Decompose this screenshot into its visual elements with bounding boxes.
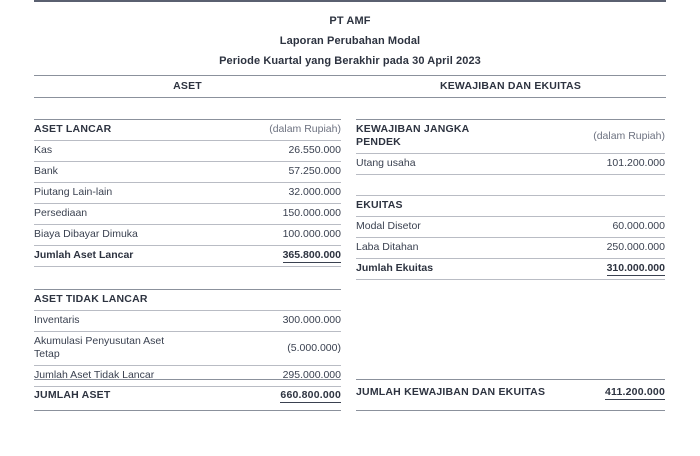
row-amount: 26.550.000: [188, 141, 342, 162]
current-liabilities-heading: KEWAJIBAN JANGKA PENDEK: [356, 120, 511, 154]
equity-total-label: Jumlah Ekuitas: [356, 259, 511, 280]
assets-section-spacer: [34, 267, 341, 289]
statement-body: [34, 119, 666, 387]
company-name: PT AMF: [329, 15, 371, 27]
current-assets-table: [34, 119, 341, 267]
total-liabilities-equity-amount: 411.200.000: [604, 386, 665, 398]
equity-heading: EKUITAS: [356, 196, 665, 217]
table-row: [356, 238, 665, 259]
row-amount: 60.000.000: [511, 217, 666, 238]
row-amount: 100.000.000: [188, 225, 342, 246]
total-assets-label: JUMLAH ASET: [34, 389, 111, 401]
total-liabilities-equity-label: JUMLAH KEWAJIBAN DAN EKUITAS: [356, 386, 546, 398]
assets-column: [34, 119, 341, 387]
table-row: [34, 225, 341, 246]
table-row: [34, 162, 341, 183]
statement-period: Periode Kuartal yang Berakhir pada 30 April 2023: [219, 55, 481, 67]
current-liabilities-table: [356, 119, 665, 280]
row-label: Biaya Dibayar Dimuka: [34, 225, 188, 246]
total-liabilities-equity-block: [356, 379, 665, 411]
row-amount: (5.000.000): [188, 332, 342, 366]
current-assets-currency-note: (dalam Rupiah): [188, 120, 342, 141]
table-row: [34, 311, 341, 332]
row-label: Utang usaha: [356, 154, 511, 175]
table-row: [356, 217, 665, 238]
total-assets-block: [34, 379, 341, 411]
current-assets-total-row: [34, 246, 341, 267]
row-amount: 250.000.000: [511, 238, 666, 259]
row-label: Persediaan: [34, 204, 188, 225]
liabilities-equity-column: [356, 119, 665, 387]
column-headers-row: [34, 76, 666, 98]
row-amount: 101.200.000: [511, 154, 666, 175]
liabilities-equity-spacer-row: [356, 175, 665, 196]
row-label: Laba Ditahan: [356, 238, 511, 259]
row-amount: 57.250.000: [188, 162, 342, 183]
table-row: [34, 204, 341, 225]
column-header-liabilities-equity: KEWAJIBAN DAN EKUITAS: [439, 80, 582, 92]
noncurrent-assets-heading: ASET TIDAK LANCAR: [34, 290, 341, 311]
current-assets-heading: ASET LANCAR: [34, 120, 188, 141]
row-amount: 295.000.000: [188, 366, 342, 387]
row-label: Piutang Lain-lain: [34, 183, 188, 204]
statement-header: [34, 0, 666, 76]
current-assets-heading-row: [34, 120, 341, 141]
current-liabilities-heading-row: [356, 120, 665, 154]
equity-total-row: [356, 259, 665, 280]
equity-heading-row: [356, 196, 665, 217]
equity-total-amount: 310.000.000: [511, 259, 666, 280]
row-label: Inventaris: [34, 311, 188, 332]
statement-title: Laporan Perubahan Modal: [279, 35, 421, 47]
row-label: Akumulasi Penyusutan Aset Tetap: [34, 332, 188, 366]
column-header-assets: ASET: [173, 80, 202, 92]
table-row: [34, 332, 341, 366]
table-row: [34, 141, 341, 162]
current-assets-total-label: Jumlah Aset Lancar: [34, 246, 188, 267]
row-label: Bank: [34, 162, 188, 183]
row-label: Jumlah Aset Tidak Lancar: [34, 366, 188, 387]
row-amount: 32.000.000: [188, 183, 342, 204]
row-amount: 150.000.000: [188, 204, 342, 225]
current-liabilities-currency-note: (dalam Rupiah): [511, 120, 666, 154]
row-label: Kas: [34, 141, 188, 162]
noncurrent-assets-heading-row: [34, 290, 341, 311]
row-label: Modal Disetor: [356, 217, 511, 238]
table-row: [356, 154, 665, 175]
row-amount: 300.000.000: [188, 311, 342, 332]
grand-totals-row: [34, 379, 666, 411]
total-assets-amount: 660.800.000: [280, 389, 341, 401]
noncurrent-assets-table: [34, 289, 341, 387]
current-assets-total-amount: 365.800.000: [188, 246, 342, 267]
table-row: [34, 183, 341, 204]
